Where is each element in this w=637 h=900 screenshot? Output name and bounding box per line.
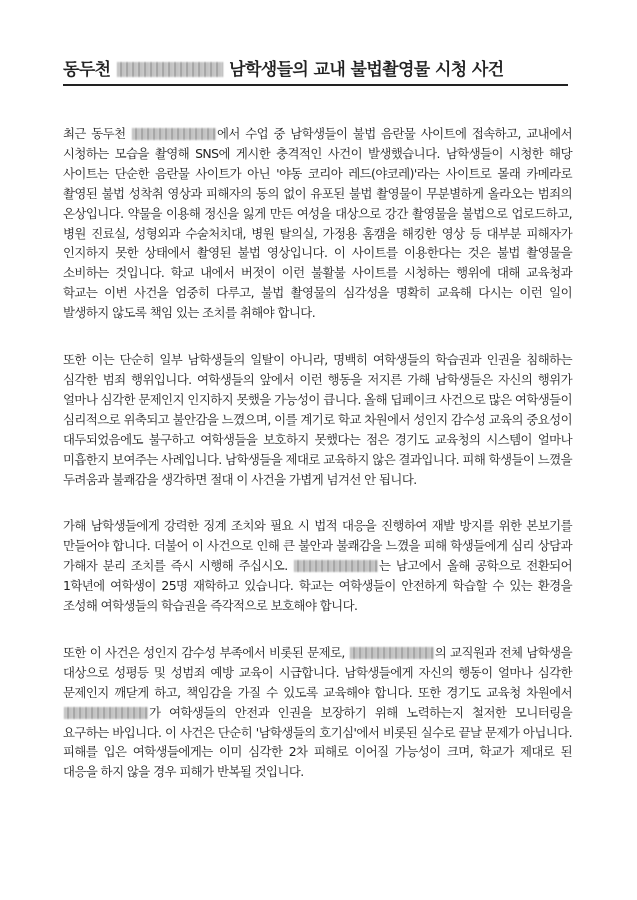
redacted-school-name — [294, 560, 378, 572]
paragraph — [63, 516, 572, 616]
paragraph-text: 최근 동두천 — [63, 126, 131, 141]
title-underline — [63, 84, 568, 86]
paragraph-text: 의 교직원과 전체 남학생을 대상으로 성평등 및 성범죄 예방 교육이 시급합니다. 남학생들에게 자신의 행동이 얼마나 심각한 문제인지 깨닫게 하고, 책임감을 가질 수 있도록 교육해야 합니다. 또한 경기도 교육청 차원에서 — [63, 644, 572, 700]
title-prefix: 동두천 — [63, 60, 111, 80]
paragraph-text: 가해 남학생들에게 강력한 징계 조치와 필요 시 법적 대응을 진행하여 재발 방지를 위한 본보기를 만들어야 합니다. 더불어 이 사건으로 인해 큰 불안과 불쾌감을 느꼈을 피해 학생들에게 심리 상담과 가해자 분리 조치를 즉시 시행해 주십시오. — [63, 518, 572, 574]
paragraph-text: 는 남고에서 올해 공학으로 전환되어 1학년에 여학생이 25명 재학하고 있습니다. 학교는 여학생들이 안전하게 학습할 수 있는 환경을 조성해 여학생들의 학습권을 즉각적으로 보호해야 합니다. — [63, 558, 572, 614]
redacted-school-name — [132, 128, 216, 140]
paragraph-text: 또한 이는 단순히 일부 남학생들의 일탈이 아니라, 명백히 여학생들의 학습권과 인권을 침해하는 심각한 범죄 행위입니다. 여학생들의 앞에서 이런 행동을 저지른 가해 남학생들은 자신의 행위가 얼마나 심각한 문제인지 인지하지 못했을 가능성이 큽니다. 올해 딥페이크 사건으로 많은 여학생들이 심리적으로 위축되고 불안감을 느꼈으며, 이를 계기로 학교 차원에서 성인지 감수성 교육의 중요성이 대두되었음에도 불구하고 여학생들을 보호하지 못했다는 점은 경기도 교육청의 시스템이 얼마나 미흡한지 보여주는 사례입니다. 남학생들을 제대로 교육하지 않은 결과입니다. 피해 학생들이 느꼈을 두려움과 불쾌감을 생각하면 절대 이 사건을 가볍게 넘겨선 안 됩니다. — [63, 352, 572, 487]
paragraph — [63, 350, 572, 489]
document-body — [63, 124, 572, 809]
document-title — [63, 58, 504, 82]
paragraph — [63, 643, 572, 782]
redacted-school-name — [350, 647, 434, 659]
paragraph-text: 또한 이 사건은 성인지 감수성 부족에서 비롯된 문제로, — [63, 644, 349, 660]
title-suffix: 남학생들의 교내 불법촬영물 시청 사건 — [229, 60, 504, 80]
paragraph-text: 에서 수업 중 남학생들이 불법 음란물 사이트에 접속하고, 교내에서 시청하는 모습을 촬영해 SNS에 게시한 충격적인 사건이 발생했습니다. 남학생들이 시청한 해당 사이트는 단순한 음란물 사이트가 아닌 '야동 코리아 레드(야코레)'라는 사이트로 몰래 카메라로 촬영된 불법 성착취 영상과 피해자의 동의 없이 유포된 불법 촬영물이 무분별하게 올라오는 범죄의 온상입니다. 약물을 이용해 정신을 잃게 만든 여성을 대상으로 강간 촬영물을 불법으로 업로드하고, 병원 진료실, 성형외과 수술처치대, 병원 탈의실, 가정용 홈캠을 해킹한 영상 등 대부분 피해자가 인지하지 못한 상태에서 촬영된 불법 영상입니다. 이 사이트를 이용한다는 것은 불법 촬영물을 소비하는 것입니다. 학교 내에서 버젓이 이런 불활불 사이트를 시청하는 행위에 대해 교육청과 학교는 이번 사건을 엄중히 다루고, 불법 촬영물의 심각성을 명확히 교육해 다시는 이런 일이 발생하지 않도록 책임 있는 조치를 취해야 합니다. — [63, 126, 572, 321]
paragraph-text: 가 여학생들의 안전과 인권을 보장하기 위해 노력하는지 철저한 모니터링을 요구하는 바입니다. 이 사건은 단순히 '남학생들의 호기심'에서 비롯된 실수로 끝날 문제가 아닙니다. 피해를 입은 여학생들에게는 이미 심각한 2차 피해로 이어질 가능성이 크며, 학교가 제대로 된 대응을 하지 않을 경우 피해가 반복될 것입니다. — [63, 704, 572, 780]
redacted-school-name — [64, 707, 148, 719]
paragraph — [63, 124, 572, 323]
redacted-school-name — [117, 62, 223, 77]
